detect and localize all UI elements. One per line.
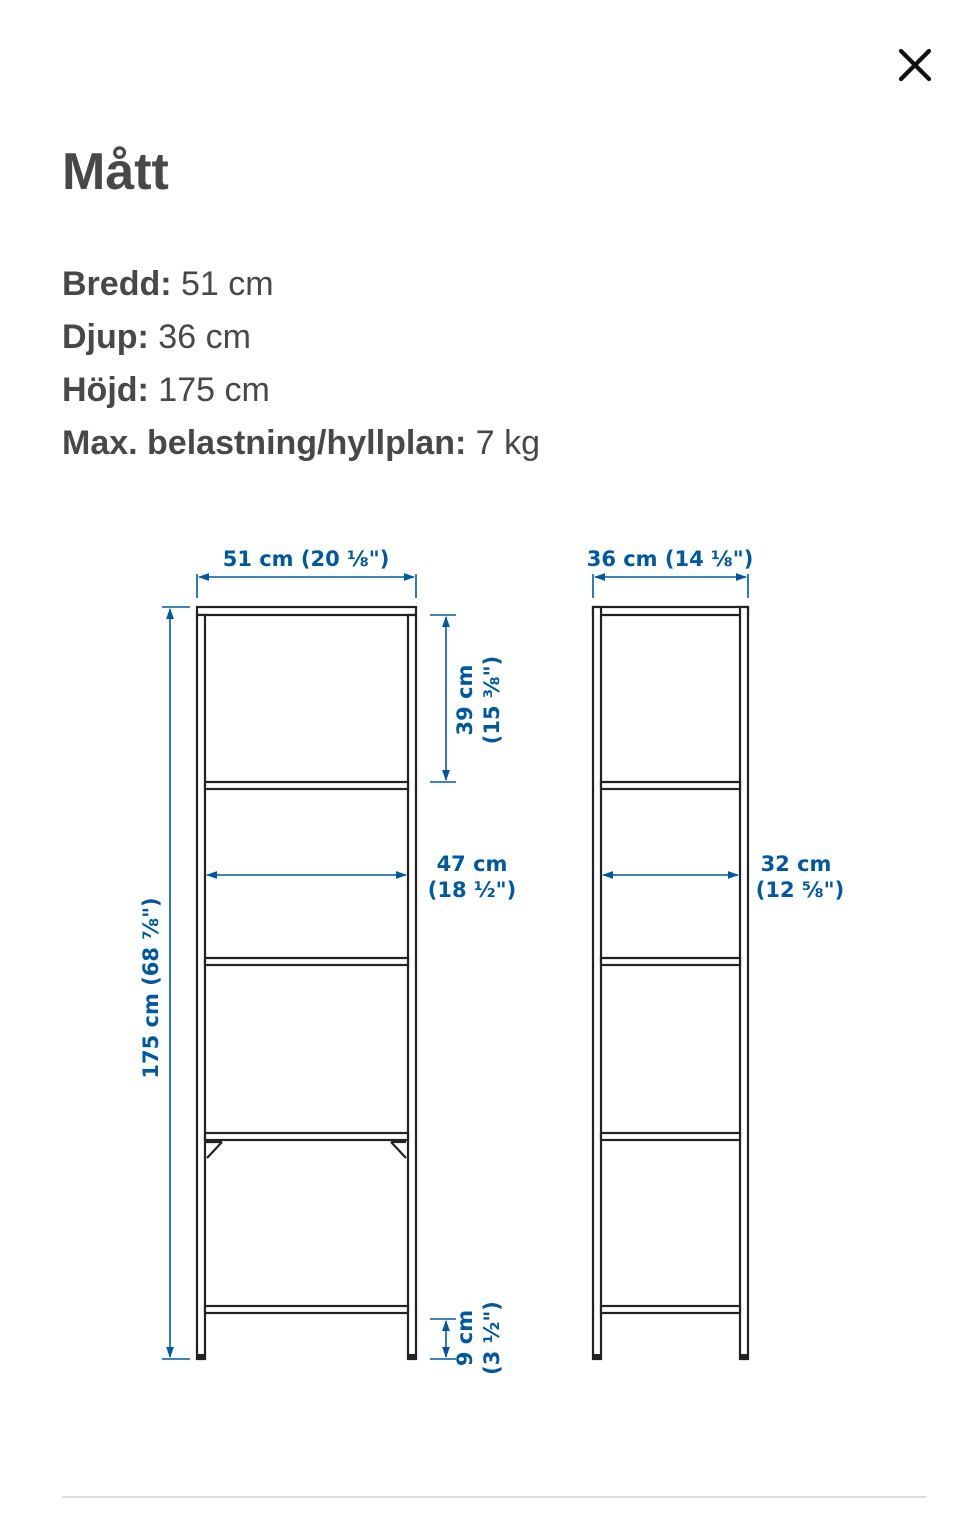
dimension-drawing bbox=[0, 530, 960, 1430]
shelf-gap-label-cm: 39 cm bbox=[453, 664, 477, 736]
inner-width-label-in: (18 ½") bbox=[427, 878, 517, 902]
spec-height: Höjd: 175 cm bbox=[62, 371, 270, 409]
front-width-label: 51 cm (20 ⅛") bbox=[222, 547, 390, 571]
close-icon bbox=[898, 48, 932, 82]
side-dimension-lines bbox=[593, 574, 748, 875]
bottom-divider bbox=[62, 1496, 926, 1498]
spec-max-load: Max. belastning/hyllplan: 7 kg bbox=[62, 424, 540, 462]
clearance-label-cm: 9 cm bbox=[453, 1309, 477, 1367]
side-view bbox=[593, 607, 748, 1359]
inner-depth-label-in: (12 ⅝") bbox=[755, 878, 845, 902]
front-height-label: 175 cm (68 ⅞") bbox=[139, 897, 163, 1079]
spec-depth: Djup: 36 cm bbox=[62, 318, 251, 356]
dimension-specs bbox=[62, 258, 540, 470]
shelf-gap-label-in: (15 ⅜") bbox=[480, 655, 504, 745]
inner-width-label-cm: 47 cm bbox=[436, 852, 508, 876]
front-view bbox=[197, 607, 416, 1359]
inner-depth-label-cm: 32 cm bbox=[760, 852, 832, 876]
spec-width: Bredd: 51 cm bbox=[62, 265, 274, 303]
close-button[interactable] bbox=[888, 38, 942, 92]
side-depth-label: 36 cm (14 ⅛") bbox=[586, 547, 754, 571]
clearance-label-in: (3 ½") bbox=[480, 1301, 504, 1375]
dialog-title: Mått bbox=[62, 143, 169, 201]
